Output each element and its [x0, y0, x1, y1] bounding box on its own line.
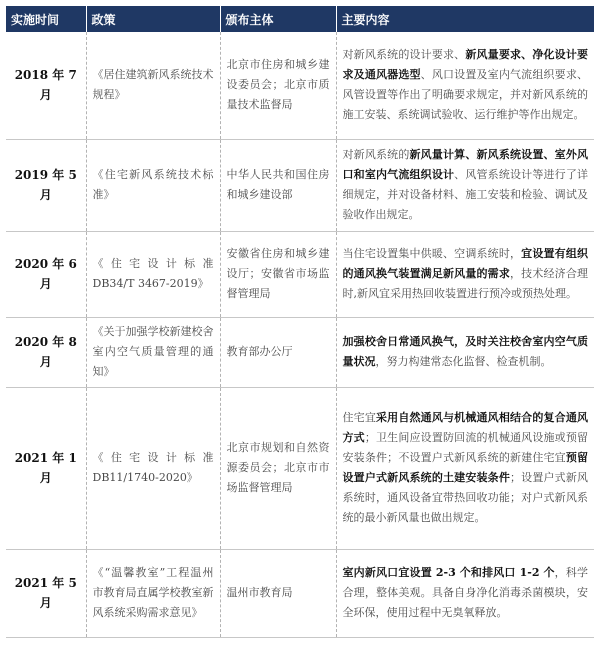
- content-text: ，努力构建常态化监督、检查机制。: [375, 355, 552, 368]
- content-emphasis: 新风量要求、净化设计要求及通风器选型: [342, 48, 589, 82]
- row-policy: 《住宅设计标准 DB11/1740-2020》: [86, 387, 220, 549]
- row-date: 2021 年 5 月: [6, 549, 86, 637]
- table-row: [6, 317, 594, 387]
- row-content: [336, 387, 594, 549]
- row-issuer: 教育部办公厅: [220, 317, 336, 387]
- content-emphasis: 加强校舍日常通风换气，及时关注校舍室内空气质量状况: [342, 335, 588, 368]
- row-date: 2018 年 7 月: [6, 32, 86, 139]
- header-date: 实施时间: [6, 6, 86, 32]
- row-policy: 《“温馨教室”工程温州市教育局直属学校教室新风系统采购需求意见》: [86, 549, 220, 637]
- row-policy: 《关于加强学校新建校舍室内空气质量管理的通知》: [86, 317, 220, 387]
- row-content: [336, 317, 594, 387]
- table-row: [6, 139, 594, 231]
- content-emphasis: 采用自然通风与机械通风相结合的复合通风方式: [342, 411, 588, 444]
- row-policy: 《住宅新风系统技术标准》: [86, 139, 220, 231]
- content-emphasis: 新风量计算、新风系统设置、室外风口和室内气流组织设计: [342, 148, 588, 181]
- header-policy: 政策: [86, 6, 220, 32]
- row-issuer: 温州市教育局: [220, 549, 336, 637]
- table-row: [6, 32, 594, 139]
- content-text: 对新风系统的: [342, 148, 410, 161]
- content-text: ，技术经济合理时,新风宜采用热回收装置进行预冷或预热处理。: [342, 267, 588, 300]
- row-issuer: 中华人民共和国住房和城乡建设部: [220, 139, 336, 231]
- content-text: 当住宅设置集中供暖、空调系统时，: [342, 247, 522, 260]
- row-content: [336, 549, 594, 637]
- content-emphasis: 室内新风口宜设置 2-3 个和排风口 1-2 个: [342, 566, 555, 579]
- header-content: 主要内容: [336, 6, 594, 32]
- row-content: [336, 32, 594, 139]
- content-text: ；卫生间应设置防回流的机械通风设施或预留安装条件；不设置户式新风系统的新建住宅宜: [342, 431, 589, 464]
- table-header-row: [6, 6, 594, 32]
- row-issuer: 安徽省住房和城乡建设厅；安徽省市场监督管理局: [220, 231, 336, 317]
- table-row: [6, 387, 594, 549]
- content-emphasis: 宜设置有组织的通风换气装置满足新风量的需求: [342, 247, 589, 280]
- content-text: 、风管系统设计等进行了详细规定，并对设备材料、施工安装和检验、调试及验收作出规定。: [342, 168, 589, 221]
- row-content: [336, 139, 594, 231]
- row-issuer: 北京市住房和城乡建设委员会；北京市质量技术监督局: [220, 32, 336, 139]
- content-emphasis: 预留设置户式新风系统的土建安装条件: [342, 451, 589, 484]
- content-text: 住宅宜: [342, 411, 376, 424]
- row-policy: 《住宅设计标准 DB34/T 3467-2019》: [86, 231, 220, 317]
- row-date: 2020 年 6 月: [6, 231, 86, 317]
- content-text: 对新风系统的设计要求、: [342, 48, 466, 62]
- row-content: [336, 231, 594, 317]
- table-row: [6, 231, 594, 317]
- row-policy: 《居住建筑新风系统技术规程》: [86, 32, 220, 139]
- clipped-title-text: [0, 0, 600, 5]
- table-row: [6, 549, 594, 637]
- row-date: 2019 年 5 月: [6, 139, 86, 231]
- clipped-source-note: [0, 653, 600, 659]
- content-text: 、风口设置及室内气流组织要求、风管设置等作出了明确要求规定，并对新风系统的施工安装、系统调试验收、运行维护等作出规定。: [342, 68, 589, 122]
- row-date: 2020 年 8 月: [6, 317, 86, 387]
- content-text: ；设置户式新风系统时，通风设备宜带热回收功能；对户式新风系统的最小新风量也做出规定。: [342, 471, 588, 524]
- content-text: ，科学合理，整体美观。具备自身净化消毒杀菌模块，安全环保，使用过程中无臭氧释放。: [342, 566, 588, 619]
- row-issuer: 北京市规划和自然资源委员会；北京市市场监督管理局: [220, 387, 336, 549]
- policy-table: [6, 6, 594, 638]
- header-issuer: 颁布主体: [220, 6, 336, 32]
- row-date: 2021 年 1 月: [6, 387, 86, 549]
